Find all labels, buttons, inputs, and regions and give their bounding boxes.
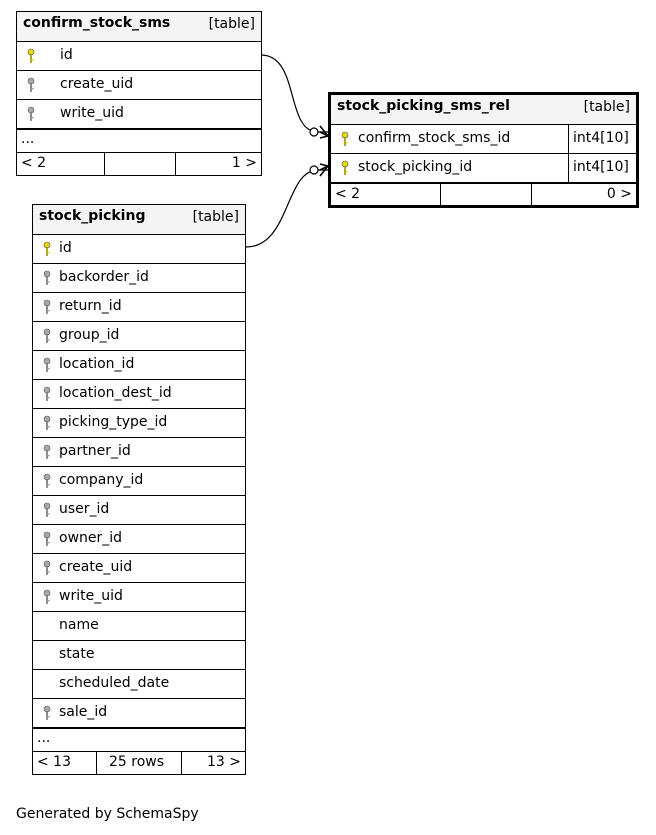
foreign-key-icon [41, 705, 53, 721]
row-count: 25 rows [109, 754, 165, 770]
column-list [17, 41, 261, 128]
column-row[interactable] [331, 153, 636, 182]
parents-count[interactable]: < 13 [37, 754, 71, 770]
table-name: confirm_stock_sms [23, 15, 171, 31]
table-footer [33, 751, 245, 774]
column-name: stock_picking_id [358, 159, 473, 175]
column-row[interactable] [33, 495, 245, 524]
table-type: [table] [583, 99, 630, 115]
more-columns [17, 128, 261, 152]
table-footer [331, 182, 636, 205]
column-row[interactable] [33, 466, 245, 495]
column-row[interactable] [33, 669, 245, 698]
column-name: state [59, 646, 95, 662]
column-name: create_uid [60, 76, 134, 92]
table-stock-picking[interactable] [32, 204, 246, 775]
foreign-key-icon [41, 328, 53, 344]
relationship-stock-picking [246, 170, 328, 247]
column-name: backorder_id [59, 269, 149, 285]
table-header [331, 95, 636, 124]
column-name: id [60, 47, 73, 63]
table-name: stock_picking [39, 208, 146, 224]
column-name: owner_id [59, 530, 123, 546]
foreign-key-icon [41, 560, 53, 576]
column-name: location_dest_id [59, 385, 172, 401]
foreign-key-icon [25, 106, 37, 122]
column-row[interactable] [17, 99, 261, 128]
column-row[interactable] [331, 124, 636, 153]
table-header [17, 12, 261, 41]
column-row[interactable] [33, 524, 245, 553]
column-row[interactable] [33, 292, 245, 321]
foreign-key-icon [41, 589, 53, 605]
column-name: id [59, 240, 72, 256]
column-name: create_uid [59, 559, 133, 575]
column-name: write_uid [60, 105, 124, 121]
column-row[interactable] [33, 408, 245, 437]
column-name: write_uid [59, 588, 123, 604]
table-confirm-stock-sms[interactable] [16, 11, 262, 176]
foreign-key-icon [41, 357, 53, 373]
foreign-key-icon [41, 502, 53, 518]
column-datatype: int4[10] [568, 154, 636, 182]
foreign-key-icon [41, 386, 53, 402]
column-name: scheduled_date [59, 675, 170, 691]
foreign-key-icon [41, 415, 53, 431]
foreign-key-icon [41, 473, 53, 489]
relationship-confirm-stock-sms [261, 55, 328, 132]
column-row[interactable] [33, 350, 245, 379]
relationship-optional-marker [310, 166, 318, 174]
children-count[interactable]: 1 > [231, 155, 257, 171]
table-footer [17, 152, 261, 175]
foreign-key-icon [41, 299, 53, 315]
foreign-key-icon [41, 444, 53, 460]
column-datatype: int4[10] [568, 125, 636, 153]
table-header [33, 205, 245, 234]
column-name: location_id [59, 356, 135, 372]
column-row[interactable] [33, 321, 245, 350]
column-name: return_id [59, 298, 122, 314]
primary-key-icon [41, 241, 53, 257]
table-type: [table] [208, 16, 255, 32]
column-name: sale_id [59, 704, 108, 720]
more-ellipsis: ... [37, 730, 51, 746]
column-list [331, 124, 636, 182]
column-name: name [59, 617, 99, 633]
column-row[interactable] [33, 611, 245, 640]
table-name: stock_picking_sms_rel [337, 98, 510, 114]
generated-by-credit: Generated by SchemaSpy [16, 806, 199, 822]
more-columns [33, 727, 245, 751]
more-ellipsis: ... [21, 131, 35, 147]
primary-key-icon [339, 131, 351, 147]
column-row[interactable] [33, 263, 245, 292]
column-name: user_id [59, 501, 110, 517]
parents-count[interactable]: < 2 [21, 155, 47, 171]
column-name: company_id [59, 472, 144, 488]
column-row[interactable] [33, 698, 245, 727]
column-list [33, 234, 245, 727]
column-name: group_id [59, 327, 120, 343]
primary-key-icon [339, 160, 351, 176]
column-row[interactable] [33, 379, 245, 408]
column-row[interactable] [33, 234, 245, 263]
column-row[interactable] [33, 640, 245, 669]
column-row[interactable] [17, 70, 261, 99]
primary-key-icon [25, 48, 37, 64]
column-row[interactable] [17, 41, 261, 70]
foreign-key-icon [41, 270, 53, 286]
table-type: [table] [192, 209, 239, 225]
children-count[interactable]: 13 > [207, 754, 241, 770]
column-name: partner_id [59, 443, 131, 459]
column-row[interactable] [33, 437, 245, 466]
table-stock-picking-sms-rel[interactable] [328, 92, 639, 208]
foreign-key-icon [25, 77, 37, 93]
column-name: picking_type_id [59, 414, 168, 430]
children-count[interactable]: 0 > [606, 186, 632, 202]
foreign-key-icon [41, 531, 53, 547]
column-row[interactable] [33, 582, 245, 611]
column-row[interactable] [33, 553, 245, 582]
parents-count[interactable]: < 2 [335, 186, 361, 202]
column-name: confirm_stock_sms_id [358, 130, 511, 146]
relationship-optional-marker [310, 128, 318, 136]
